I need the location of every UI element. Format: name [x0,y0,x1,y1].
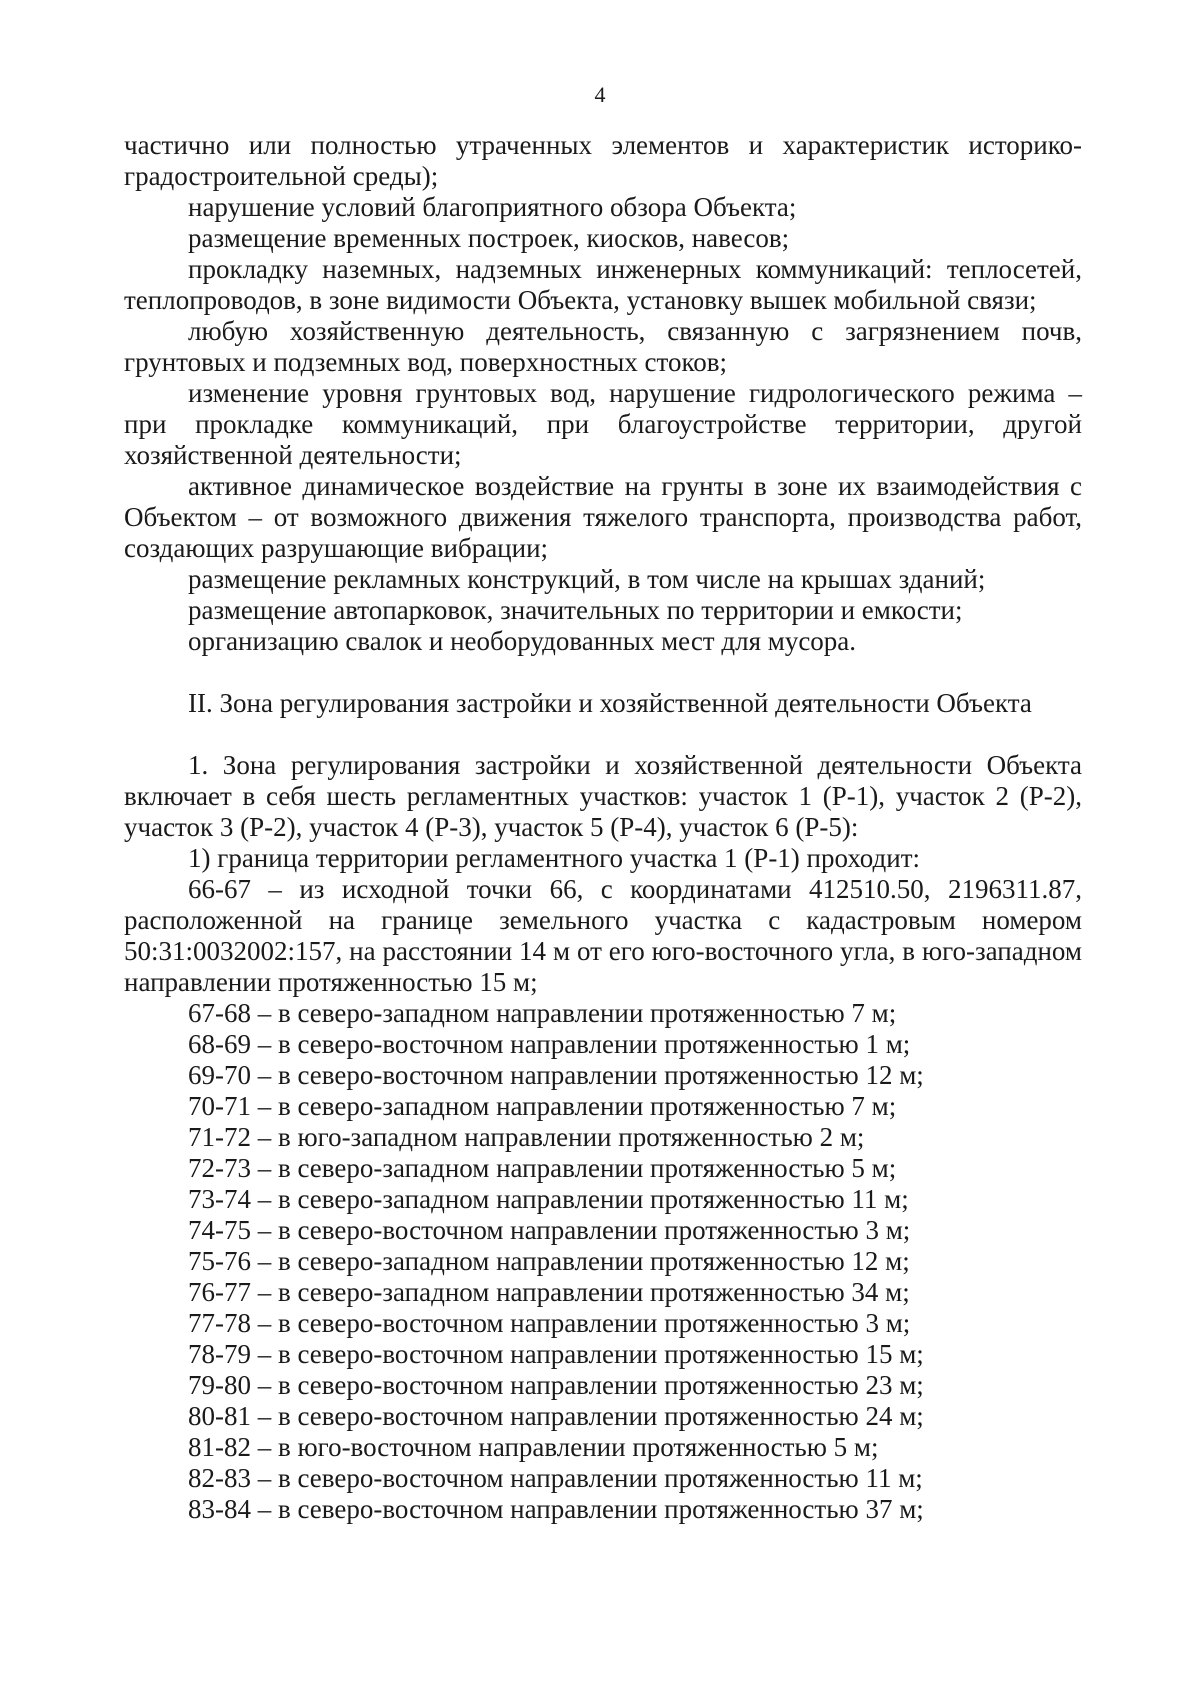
segment-item: 73-74 – в северо-западном направлении протяженностью 11 м; [188,1184,909,1214]
paragraph: активное динамическое воздействие на грунты в зоне их взаимодействия с Объектом – от возможного движения тяжелого транспорта, производства работ, создающих разрушающие вибрации; [124,471,1082,563]
segment-item: 69-70 – в северо-восточном направлении протяженностью 12 м; [188,1060,924,1090]
segment-item: 79-80 – в северо-восточном направлении протяженностью 23 м; [188,1370,924,1400]
paragraph: размещение рекламных конструкций, в том числе на крышах зданий; [188,564,986,594]
segment-item: 67-68 – в северо-западном направлении протяженностью 7 м; [188,998,897,1028]
segment-item: 81-82 – в юго-восточном направлении протяженностью 5 м; [188,1432,879,1462]
segment-item: 70-71 – в северо-западном направлении протяженностью 7 м; [188,1091,897,1121]
segment-item: 80-81 – в северо-восточном направлении протяженностью 24 м; [188,1401,924,1431]
paragraph: 66-67 – из исходной точки 66, с координатами 412510.50, 2196311.87, расположенной на границе земельного участка с кадастровым номером 50:31:0032002:157, на расстоянии 14 м от его юго-восточного угла, в юго-западном направлении протяженностью 15 м; [124,874,1082,997]
paragraph: нарушение условий благоприятного обзора Объекта; [188,192,797,222]
paragraph: 1. Зона регулирования застройки и хозяйственной деятельности Объекта включает в себя шесть регламентных участков: участок 1 (Р-1), участок 2 (Р-2), участок 3 (Р-2), участок 4 (Р-3), участок 5 (Р-4), участок 6 (Р-5): [124,750,1082,842]
segment-item: 71-72 – в юго-западном направлении протяженностью 2 м; [188,1122,865,1152]
paragraph: изменение уровня грунтовых вод, нарушение гидрологического режима – при прокладке коммуникаций, при благоустройстве территории, другой хозяйственной деятельности; [124,378,1082,470]
paragraph: организацию свалок и необорудованных мест для мусора. [188,626,857,656]
segment-item: 82-83 – в северо-восточном направлении протяженностью 11 м; [188,1463,923,1493]
paragraph: прокладку наземных, надземных инженерных коммуникаций: теплосетей, теплопроводов, в зоне видимости Объекта, установку вышек мобильной связи; [124,254,1082,315]
page-content [124,130,1082,1525]
segment-item: 83-84 – в северо-восточном направлении протяженностью 37 м; [188,1494,924,1524]
paragraph: 1) граница территории регламентного участка 1 (Р-1) проходит: [188,843,921,873]
page-number: 4 [594,82,606,107]
spacer [124,719,1082,750]
paragraph: размещение временных построек, киосков, навесов; [188,223,790,253]
segment-item: 68-69 – в северо-восточном направлении протяженностью 1 м; [188,1029,911,1059]
spacer [124,657,1082,688]
segment-item: 72-73 – в северо-западном направлении протяженностью 5 м; [188,1153,897,1183]
segment-item: 78-79 – в северо-восточном направлении протяженностью 15 м; [188,1339,924,1369]
segment-item: 76-77 – в северо-западном направлении протяженностью 34 м; [188,1277,910,1307]
segment-item: 75-76 – в северо-западном направлении протяженностью 12 м; [188,1246,910,1276]
paragraph: частично или полностью утраченных элементов и характеристик историко-градостроительной среды); [124,130,1082,191]
paragraph: любую хозяйственную деятельность, связанную с загрязнением почв, грунтовых и подземных вод, поверхностных стоков; [124,316,1082,377]
segment-list [124,998,1082,1525]
segment-item: 74-75 – в северо-восточном направлении протяженностью 3 м; [188,1215,911,1245]
segment-item: 77-78 – в северо-восточном направлении протяженностью 3 м; [188,1308,911,1338]
section-heading: II. Зона регулирования застройки и хозяйственной деятельности Объекта [188,688,1032,718]
paragraph: размещение автопарковок, значительных по территории и емкости; [188,595,963,625]
